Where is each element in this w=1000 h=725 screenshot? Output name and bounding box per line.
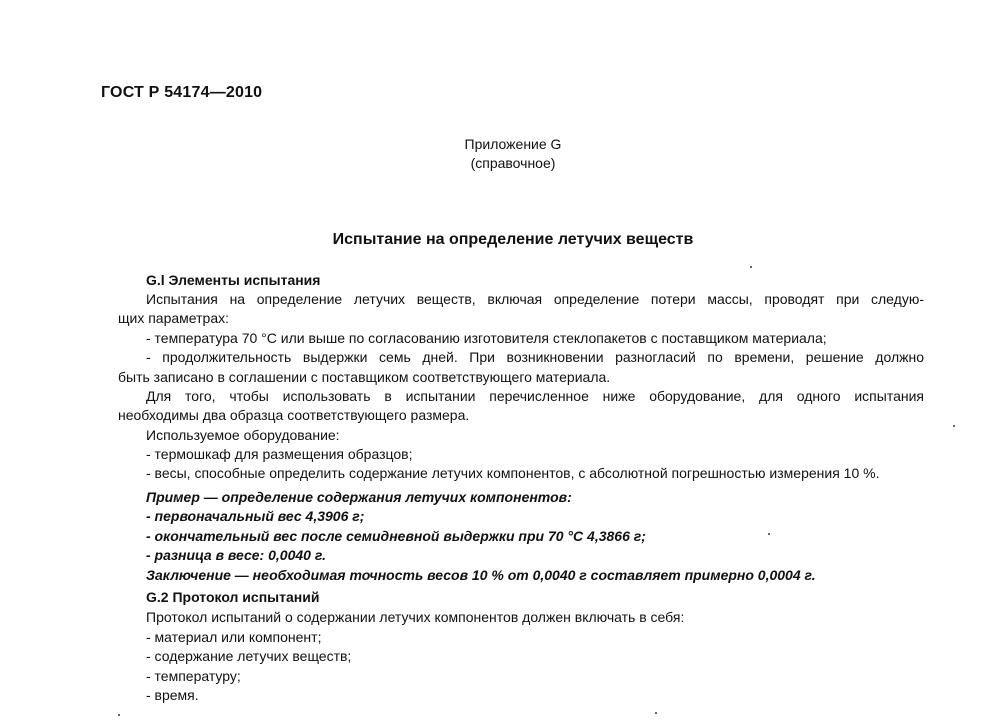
document-code: ГОСТ Р 54174—2010 [101, 84, 263, 101]
g2-paragraph-line: Протокол испытаний о содержании летучих компонентов должен включать в себя: [146, 609, 685, 625]
g1-paragraph-line: необходимы два образца соответствующего размера. [118, 407, 470, 423]
g1-paragraph-line: Для того, чтобы использовать в испытании перечисленное ниже оборудование, для одного испытания [146, 388, 924, 404]
g2-list-item: - время. [146, 687, 199, 703]
annex-subtitle: (справочное) [470, 155, 556, 171]
g1-paragraph-line: быть записано в соглашении с поставщиком соответствующего материала. [118, 369, 611, 385]
g2-list-item: - материал или компонент; [146, 629, 322, 645]
example-line: - окончательный вес после семидневной выдержки при 70 °С 4,3866 г; [146, 528, 646, 544]
g1-list-item: - температура 70 °С или выше по согласованию изготовителя стеклопакетов с поставщиком материала; [146, 330, 827, 346]
g1-paragraph-line: Испытания на определение летучих веществ, включая определение потери массы, проводят при следую- [146, 291, 924, 307]
example-line: - разница в весе: 0,0040 г. [146, 547, 326, 563]
g1-list-item: - продолжительность выдержки семь дней. При возникновении разногласий по времени, решение должно [146, 349, 924, 365]
g2-list-item: - температуру; [146, 668, 241, 684]
g1-paragraph-line: щих параметрах: [118, 310, 229, 326]
scan-speck [750, 266, 752, 268]
g1-list-item: - весы, способные определить содержание летучих компонентов, с абсолютной погрешностью измерения 10 %. [146, 465, 880, 481]
annex-title: Приложение G [464, 136, 562, 152]
example-line: - первоначальный вес 4,3906 г; [146, 508, 365, 524]
section-heading: Испытание на определение летучих веществ [332, 231, 694, 248]
g1-heading: G.l Элементы испытания [146, 272, 321, 288]
scan-speck [953, 425, 955, 427]
scan-speck [118, 714, 120, 716]
scan-speck [655, 712, 657, 714]
scan-speck [768, 533, 770, 535]
g2-list-item: - содержание летучих веществ; [146, 648, 352, 664]
example-conclusion: Заключение — необходимая точность весов 10 % от 0,0040 г составляет примерно 0,0004 г. [146, 567, 816, 583]
g2-heading: G.2 Протокол испытаний [146, 589, 320, 605]
g1-paragraph-line: Используемое оборудование: [146, 427, 340, 443]
example-line: Пример — определение содержания летучих компонентов: [146, 489, 572, 505]
g1-list-item: - термошкаф для размещения образцов; [146, 446, 413, 462]
